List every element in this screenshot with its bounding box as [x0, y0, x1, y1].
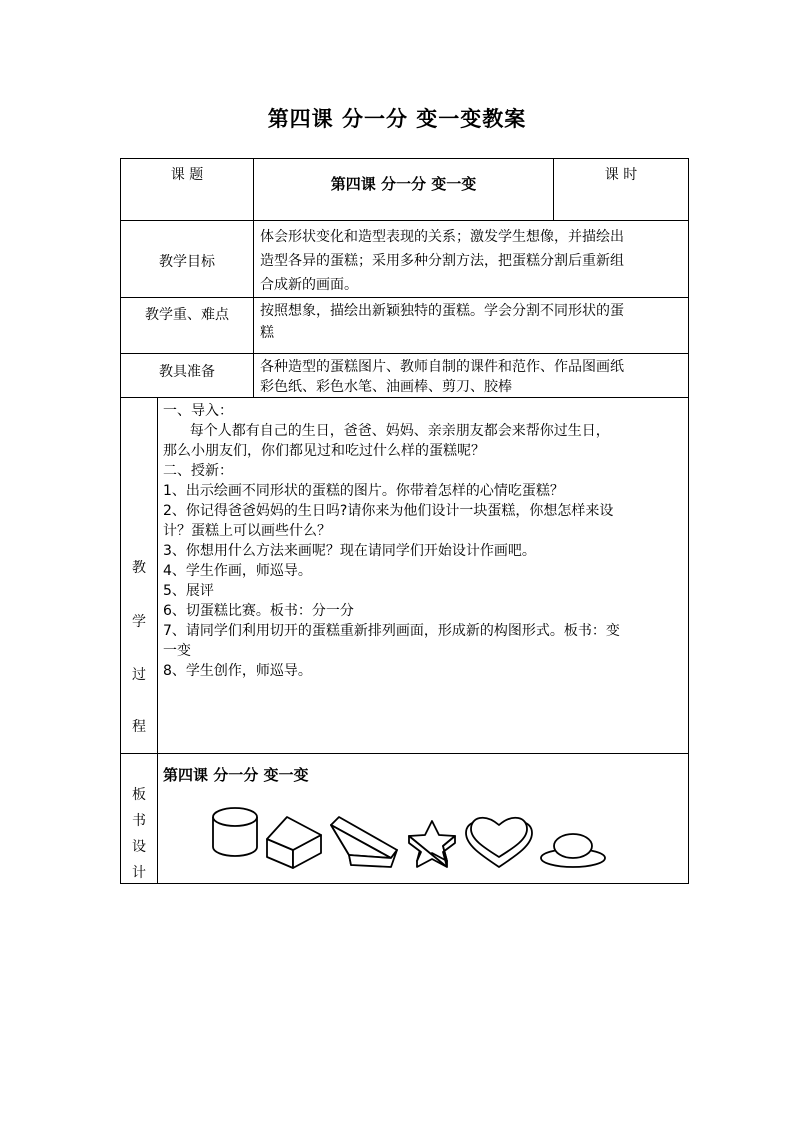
tools-line: 各种造型的蛋糕图片、教师自制的课件和范作、作品图画纸 — [260, 359, 624, 375]
triangle-cake-icon — [331, 817, 397, 867]
heart-cake-icon — [466, 818, 532, 867]
process-line: 4、学生作画，师巡导。 — [163, 563, 312, 579]
process-line: 二、授新： — [163, 463, 233, 479]
process-line: 3、你想用什么方法来画呢？现在请同学们开始设计作画吧。 — [163, 543, 536, 559]
tools-line: 彩色纸、彩色水笔、油画棒、剪刀、胶棒 — [260, 379, 512, 395]
process-line: 一、导入： — [163, 403, 233, 419]
key-label: 教学重、难点 — [145, 307, 229, 323]
column-divider — [253, 159, 254, 397]
process-label-char: 教 — [132, 560, 146, 576]
process-line: 1、出示绘画不同形状的蛋糕的图片。你带着怎样的心情吃蛋糕？ — [163, 483, 564, 499]
cylinder-cake-icon — [213, 808, 257, 856]
process-line: 8、学生创作，师巡导。 — [163, 663, 312, 679]
process-content — [163, 401, 685, 681]
process-line: 那么小朋友们，你们都见过和吃过什么样的蛋糕呢？ — [163, 443, 485, 459]
process-line: 计？蛋糕上可以画些什么？ — [163, 523, 331, 539]
page-title: 第四课 分一分 变一变教案 — [267, 106, 527, 131]
star-cake-icon — [409, 821, 455, 867]
row-divider — [121, 753, 688, 754]
process-line: 5、展评 — [163, 583, 214, 599]
key-line: 糕 — [260, 325, 274, 341]
column-divider — [157, 397, 158, 883]
goal-label: 教学目标 — [159, 254, 215, 270]
topic-value: 第四课 分一分 变一变 — [330, 175, 477, 193]
board-label-char: 板 — [132, 787, 146, 803]
goal-line: 造型各异的蛋糕；采用多种分割方法，把蛋糕分割后重新组 — [260, 253, 624, 269]
row-divider — [121, 353, 688, 354]
plate-cake-icon — [541, 834, 605, 867]
tools-label: 教具准备 — [159, 364, 215, 380]
process-line: 2、你记得爸爸妈妈的生日吗?请你来为他们设计一块蛋糕，你想怎样来设 — [163, 503, 614, 519]
goal-line: 合成新的画面。 — [260, 277, 358, 293]
process-label-char: 学 — [132, 614, 146, 630]
row-divider — [121, 297, 688, 298]
process-line: 7、请同学们利用切开的蛋糕重新排列画面，形成新的构图形式。板书：变 — [163, 623, 620, 639]
process-label-char: 程 — [132, 719, 146, 735]
key-line: 按照想象，描绘出新颖独特的蛋糕。学会分割不同形状的蛋 — [260, 303, 624, 319]
process-line: 6、切蛋糕比赛。板书：分一分 — [163, 603, 354, 619]
process-line: 每个人都有自己的生日，爸爸、妈妈、亲亲朋友都会来帮你过生日， — [163, 423, 610, 439]
board-label-char: 设 — [132, 839, 146, 855]
process-label-char: 过 — [132, 667, 146, 683]
row-divider — [121, 220, 688, 221]
cake-shapes-drawing — [201, 795, 621, 875]
goal-line: 体会形状变化和造型表现的关系；激发学生想像，并描绘出 — [260, 229, 624, 245]
lesson-plan-table — [120, 158, 689, 884]
topic-label: 课 题 — [170, 167, 204, 183]
board-label-char: 计 — [132, 865, 146, 881]
row-divider — [121, 397, 688, 398]
period-label: 课 时 — [604, 167, 638, 183]
process-line: 一变 — [163, 643, 191, 659]
board-heading: 第四课 分一分 变一变 — [163, 766, 309, 784]
board-label-char: 书 — [132, 813, 146, 829]
cube-cake-icon — [267, 817, 321, 868]
